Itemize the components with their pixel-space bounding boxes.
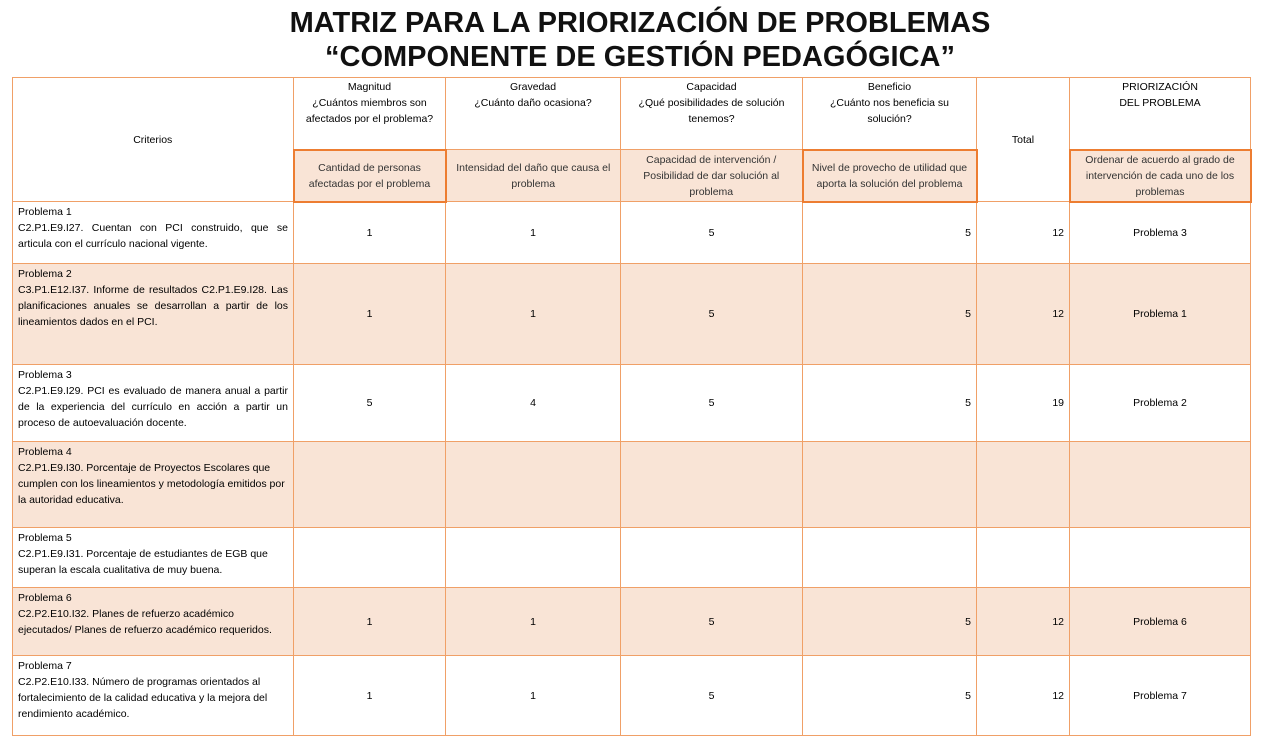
beneficio-value [803,528,977,588]
magnitud-value: 1 [294,264,446,365]
beneficio-question: ¿Cuánto nos beneficia su solución? [829,97,950,125]
problem-description: C2.P1.E9.I31. Porcentaje de estudiantes de EGB que superan la escala cualitativa de muy buena. [18,548,268,576]
problem-title: Problema 2 [18,268,72,280]
problem-title: Problema 3 [18,369,72,381]
gravedad-value: 1 [446,588,621,656]
total-value: 12 [977,656,1070,736]
magnitud-value: 1 [294,202,446,264]
problem-title: Problema 4 [18,446,72,458]
priority-value: Problema 6 [1070,588,1251,656]
subheader-priorizacion: Ordenar de acuerdo al grado de intervención de cada uno de los problemas [1070,150,1251,202]
beneficio-value: 5 [803,264,977,365]
priorizacion-line-1: PRIORIZACIÓN [1122,81,1198,93]
problem-description: C2.P1.E9.I29. PCI es evaluado de manera anual a partir de la experiencia del currículo en acción a partir un proceso de autoevaluación docente. [18,385,288,429]
beneficio-value: 5 [803,588,977,656]
criterion-cell [13,442,294,528]
capacidad-value: 5 [621,656,803,736]
header-capacidad [621,78,803,150]
criterion-cell [13,528,294,588]
criterios-label: Criterios [133,133,173,146]
header-magnitud [294,78,446,150]
gravedad-value: 4 [446,365,621,442]
gravedad-value: 1 [446,656,621,736]
criterion-cell [13,656,294,736]
problem-description: C2.P2.E10.I32. Planes de refuerzo académico ejecutados/ Planes de refuerzo académico requeridos. [18,608,272,636]
table-row [13,528,1251,588]
total-value: 12 [977,202,1070,264]
header-beneficio [803,78,977,150]
subheader-gravedad: Intensidad del daño que causa el problema [446,150,621,202]
beneficio-value: 5 [803,365,977,442]
table-row [13,656,1251,736]
problem-title: Problema 7 [18,660,72,672]
magnitud-value: 5 [294,365,446,442]
gravedad-value: 1 [446,202,621,264]
capacidad-label: Capacidad [686,81,737,93]
total-value: 12 [977,264,1070,365]
criterion-cell [13,365,294,442]
header-priorizacion [1070,78,1251,150]
problem-description: C2.P2.E10.I33. Número de programas orientados al fortalecimiento de la calidad educativa y la mejora del rendimiento académico. [18,676,268,720]
header-total [977,78,1070,202]
capacidad-value [621,528,803,588]
priority-value: Problema 2 [1070,365,1251,442]
subheader-capacidad: Capacidad de intervención / Posibilidad de dar solución al problema [621,150,803,202]
header-criterios [13,78,294,202]
gravedad-label: Gravedad [509,81,557,93]
problem-title: Problema 5 [18,532,72,544]
header-gravedad [446,78,621,150]
gravedad-value: 1 [446,264,621,365]
capacidad-value: 5 [621,588,803,656]
problem-title: Problema 6 [18,592,72,604]
table-row [13,202,1251,264]
gravedad-question: ¿Cuánto daño ocasiona? [474,97,592,109]
total-label: Total [1011,133,1035,146]
gravedad-value [446,442,621,528]
total-value [977,528,1070,588]
header-row [13,78,1251,150]
subheader-magnitud: Cantidad de personas afectadas por el problema [294,150,446,202]
capacidad-question: ¿Qué posibilidades de solución tenemos? [638,97,785,125]
table-row [13,365,1251,442]
beneficio-value [803,442,977,528]
total-value: 19 [977,365,1070,442]
title-line-2: “COMPONENTE DE GESTIÓN PEDAGÓGICA” [325,41,955,73]
table-row [13,588,1251,656]
priority-value: Problema 7 [1070,656,1251,736]
magnitud-value: 1 [294,588,446,656]
beneficio-value: 5 [803,656,977,736]
priority-value: Problema 3 [1070,202,1251,264]
problem-description: C2.P1.E9.I30. Porcentaje de Proyectos Escolares que cumplen con los lineamientos y metodología emitidos por la autoridad educativa. [18,462,285,506]
priority-value [1070,442,1251,528]
magnitud-value [294,528,446,588]
beneficio-value: 5 [803,202,977,264]
capacidad-value: 5 [621,264,803,365]
capacidad-value: 5 [621,202,803,264]
gravedad-value [446,528,621,588]
beneficio-label: Beneficio [867,81,912,93]
magnitud-value: 1 [294,656,446,736]
priority-value: Problema 1 [1070,264,1251,365]
criterion-cell [13,264,294,365]
table-row [13,264,1251,365]
title-line-1: MATRIZ PARA LA PRIORIZACIÓN DE PROBLEMAS [289,7,991,39]
capacidad-value [621,442,803,528]
problem-title: Problema 1 [18,206,72,218]
total-value: 12 [977,588,1070,656]
priority-value [1070,528,1251,588]
problem-description: C2.P1.E9.I27. Cuentan con PCI construido, que se articula con el currículo nacional vigente. [18,222,288,250]
total-value [977,442,1070,528]
problem-description: C3.P1.E12.I37. Informe de resultados C2.P1.E9.I28. Las planificaciones anuales se desarrollan a partir de los lineamientos dados en el PCI. [18,284,288,328]
criterion-cell [13,588,294,656]
priorization-matrix [12,77,1252,736]
table-row [13,442,1251,528]
capacidad-value: 5 [621,365,803,442]
criterion-cell [13,202,294,264]
priorizacion-line-2: DEL PROBLEMA [1119,97,1201,109]
magnitud-value [294,442,446,528]
page-title [0,6,1280,74]
magnitud-label: Magnitud [347,81,392,93]
magnitud-question: ¿Cuántos miembros son afectados por el problema? [305,97,434,125]
subheader-beneficio: Nivel de provecho de utilidad que aporta la solución del problema [803,150,977,202]
